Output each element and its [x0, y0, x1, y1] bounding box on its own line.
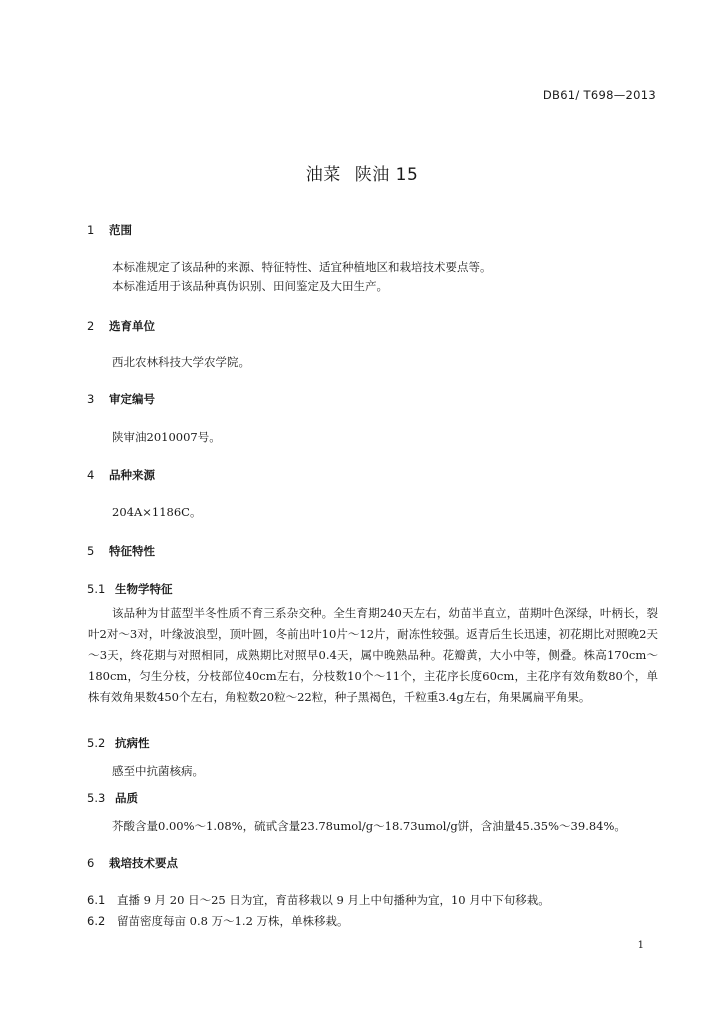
- section-1-heading: 1 范围: [87, 223, 132, 237]
- title-variety: 陕油 15: [354, 165, 419, 185]
- section-5-3-text: 芥酸含量0.00%～1.08%，硫甙含量23.78umol/g～18.73umol/g饼，含油量45.35%～39.84%。: [112, 819, 626, 833]
- section-6-1-item: 6.1 直播 9 月 20 日～25 日为宜，育苗移栽以 9 月上中旬播种为宜，10 月中下旬移栽。: [87, 893, 550, 907]
- section-5-2-text: 感至中抗菌核病。: [112, 764, 204, 778]
- section-3-heading: 3 审定编号: [87, 392, 155, 406]
- section-4-text: 204A×1186C。: [112, 505, 202, 519]
- section-2-text: 西北农林科技大学农学院。: [112, 355, 250, 369]
- section-6-2-item: 6.2 留苗密度每亩 0.8 万～1.2 万株，单株移栽。: [87, 914, 349, 928]
- section-5-1-paragraph: 该品种为甘蓝型半冬性质不育三系杂交种。全生育期240天左右，幼苗半直立，苗期叶色深绿，叶柄长，裂叶2对～3对，叶缘波浪型，顶叶圆，冬前出叶10片～12片，耐冻性较强。返青后生长迅速，初花期比对照晚2天～3天，终花期与对照相同，成熟期比对照早0.4天，属中晚熟品种。花瓣黄，大小中等，侧叠。株高170cm～180cm，匀生分枝，分枝部位40cm左右，分枝数10个～11个，主花序长度60cm，主花序有效角数80个，单株有效角果数450个左右，角粒数20粒～22粒，种子黑褐色，千粒重3.4g左右，角果属扁平角果。: [88, 606, 658, 704]
- section-5-heading: 5 特征特性: [87, 544, 155, 558]
- section-4-heading: 4 品种来源: [87, 468, 155, 482]
- section-3-text: 陕审油2010007号。: [112, 430, 221, 444]
- section-1-line-2: 本标准适用于该品种真伪识别、田间鉴定及大田生产。: [112, 279, 388, 293]
- section-2-heading: 2 选育单位: [87, 319, 155, 333]
- section-5-3-heading: 5.3 品质: [87, 791, 138, 805]
- section-1-line-1: 本标准规定了该品种的来源、特征特性、适宜种植地区和栽培技术要点等。: [112, 260, 492, 274]
- document-title: [0, 160, 724, 185]
- section-5-1-heading: 5.1 生物学特征: [87, 582, 173, 596]
- title-crop: 油菜: [305, 165, 341, 185]
- page-number: 1: [637, 940, 644, 951]
- section-5-2-heading: 5.2 抗病性: [87, 736, 150, 750]
- section-6-heading: 6 栽培技术要点: [87, 856, 178, 870]
- standard-code: DB61/ T698—2013: [542, 88, 656, 102]
